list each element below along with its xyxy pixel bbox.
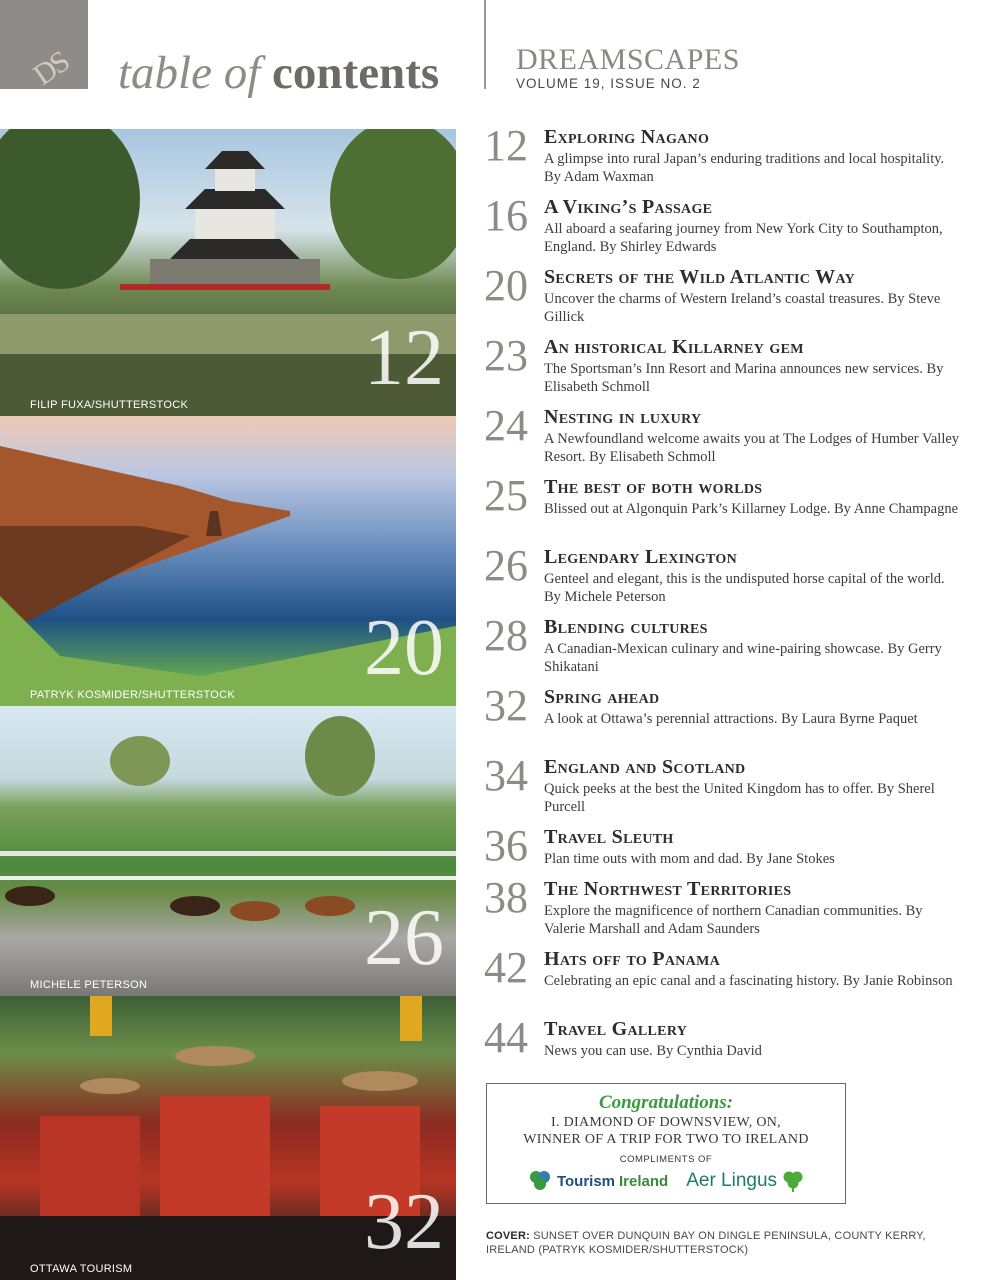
photo-credit: FILIP FUXA/SHUTTERSTOCK	[30, 399, 189, 411]
cover-text: SUNSET OVER DUNQUIN BAY ON DINGLE PENINSULA, COUNTY KERRY, IRELAND (PATRYK KOSMIDER/SHUTTERSTOCK)	[486, 1230, 926, 1256]
toc-title: Nesting in luxury	[544, 406, 702, 428]
toc-description: A Canadian-Mexican culinary and wine-pairing showcase. By Gerry Shikatani	[544, 641, 942, 675]
cover-caption	[486, 1229, 966, 1257]
toc-page-number: 38	[484, 873, 528, 922]
title-italic: table of	[118, 47, 261, 99]
magazine-name: DREAMSCAPES	[516, 43, 740, 76]
toc-title: A Viking’s Passage	[544, 196, 713, 218]
toc-entry[interactable]	[484, 611, 964, 684]
toc-entry[interactable]	[484, 873, 964, 946]
toc-entry[interactable]	[484, 943, 964, 1016]
tourism-text: Tourism	[556, 1172, 616, 1190]
toc-description: All aboard a seafaring journey from New York City to Southampton, England. By Shirley Edwards	[544, 221, 943, 255]
toc-title: Travel Sleuth	[544, 826, 674, 848]
toc-description: Genteel and elegant, this is the undisputed horse capital of the world. By Michele Peterson	[544, 571, 945, 605]
toc-entry[interactable]	[484, 191, 964, 264]
toc-entry[interactable]	[484, 541, 964, 614]
toc-page-number: 36	[484, 821, 528, 870]
toc-page-number: 28	[484, 611, 528, 660]
toc-description: A look at Ottawa’s perennial attractions. By Laura Byrne Paquet	[544, 711, 918, 727]
photo-credit: MICHELE PETERSON	[30, 979, 148, 991]
shamrock-icon	[527, 1169, 553, 1193]
toc-description: A Newfoundland welcome awaits you at The Lodges of Humber Valley Resort. By Elisabeth Schmoll	[544, 431, 960, 465]
toc-entry[interactable]	[484, 261, 964, 334]
tourism-ireland-logo	[527, 1169, 668, 1193]
toc-list	[484, 121, 964, 1068]
toc-title: Spring ahead	[544, 686, 660, 708]
toc-entry[interactable]	[484, 471, 964, 544]
compliments-label: COMPLIMENTS OF	[619, 1154, 713, 1165]
congratulations-box	[486, 1083, 846, 1204]
logo-block	[0, 0, 88, 92]
toc-page-number: 32	[484, 681, 528, 730]
toc-page-number: 42	[484, 943, 528, 992]
header-divider	[484, 0, 486, 89]
toc-description: Explore the magnificence of northern Canadian communities. By Valerie Marshall and Adam Saunders	[544, 903, 923, 937]
ireland-text: Ireland	[619, 1172, 669, 1190]
toc-description: The Sportsman’s Inn Resort and Marina announces new services. By Elisabeth Schmoll	[544, 361, 944, 395]
photo-page-number: 20	[364, 604, 444, 692]
photo-cliffs	[0, 416, 456, 706]
toc-title: The Northwest Territories	[544, 878, 792, 900]
toc-title: Blending cultures	[544, 616, 708, 638]
toc-entry[interactable]	[484, 401, 964, 474]
toc-entry[interactable]	[484, 681, 964, 754]
photo-page-number: 26	[364, 894, 444, 982]
photo-credit: PATRYK KOSMIDER/SHUTTERSTOCK	[30, 689, 236, 701]
toc-page-number: 25	[484, 471, 528, 520]
toc-page-number: 24	[484, 401, 528, 450]
toc-description: Plan time outs with mom and dad. By Jane Stokes	[544, 851, 835, 867]
toc-page-number: 23	[484, 331, 528, 380]
toc-title: Hats off to Panama	[544, 948, 720, 970]
toc-title: The best of both worlds	[544, 476, 763, 498]
toc-page-number: 44	[484, 1013, 528, 1062]
toc-page-number: 16	[484, 191, 528, 240]
toc-page-number: 12	[484, 121, 528, 170]
photo-page-number: 12	[364, 314, 444, 402]
toc-entry[interactable]	[484, 751, 964, 824]
toc-page-number: 20	[484, 261, 528, 310]
congrats-winner: I. DIAMOND OF DOWNSVIEW, ON,	[551, 1115, 781, 1130]
title-bold: contents	[272, 47, 440, 99]
toc-description: News you can use. By Cynthia David	[544, 1043, 762, 1059]
page-title	[118, 46, 439, 100]
toc-entry[interactable]	[484, 821, 964, 876]
aer-lingus-text: Aer Lingus	[686, 1170, 778, 1191]
photo-credit: OTTAWA TOURISM	[30, 1263, 133, 1275]
toc-description: Blissed out at Algonquin Park’s Killarney Lodge. By Anne Champagne	[544, 501, 959, 517]
ds-logo: DS	[27, 45, 75, 92]
toc-title: Travel Gallery	[544, 1018, 688, 1040]
photo-page-number: 32	[364, 1178, 444, 1266]
toc-entry[interactable]	[484, 331, 964, 404]
toc-description: Celebrating an epic canal and a fascinating history. By Janie Robinson	[544, 973, 953, 989]
toc-title: An historical Killarney gem	[544, 336, 804, 358]
toc-description: A glimpse into rural Japan’s enduring traditions and local hospitality. By Adam Waxman	[544, 151, 945, 185]
toc-page-number: 34	[484, 751, 528, 800]
photo-nagano	[0, 129, 456, 416]
congrats-prize: WINNER OF A TRIP FOR TWO TO IRELAND	[523, 1132, 809, 1147]
toc-title: England and Scotland	[544, 756, 746, 778]
cover-label: COVER:	[486, 1230, 530, 1242]
congrats-title: Congratulations:	[598, 1092, 734, 1113]
toc-page-number: 26	[484, 541, 528, 590]
toc-entry[interactable]	[484, 121, 964, 194]
toc-title: Secrets of the Wild Atlantic Way	[544, 266, 855, 288]
toc-description: Uncover the charms of Western Ireland’s coastal treasures. By Steve Gillick	[544, 291, 941, 325]
aer-lingus-logo	[686, 1170, 805, 1192]
toc-description: Quick peeks at the best the United Kingdom has to offer. By Sherel Purcell	[544, 781, 935, 815]
shamrock-icon	[781, 1170, 805, 1192]
photo-rcmp	[0, 996, 456, 1280]
photo-horses	[0, 706, 456, 996]
toc-title: Legendary Lexington	[544, 546, 737, 568]
toc-title: Exploring Nagano	[544, 126, 710, 148]
sponsor-logos	[487, 1169, 845, 1193]
issue-number: VOLUME 19, ISSUE NO. 2	[516, 76, 701, 91]
toc-entry[interactable]	[484, 1013, 964, 1068]
